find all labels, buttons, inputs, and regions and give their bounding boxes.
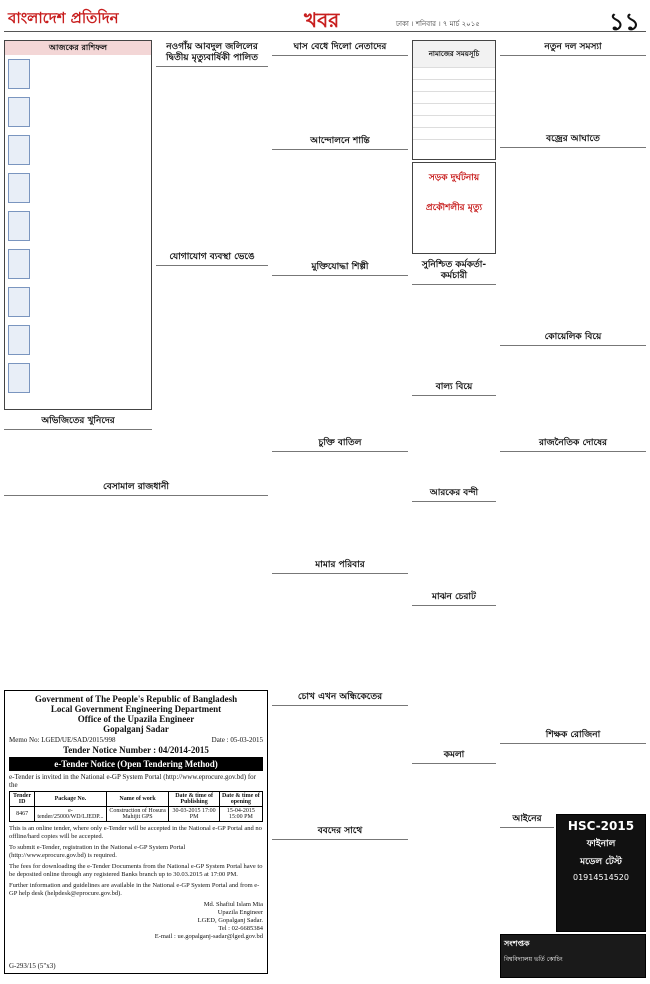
story-headline: আন্দোলনে শান্তি <box>310 136 370 146</box>
hsc-ad-sub: ফাইনাল <box>586 839 616 849</box>
story-block <box>156 250 268 266</box>
story-block <box>412 380 496 396</box>
bottom-ad-title: সংশপ্তক <box>504 939 530 948</box>
zodiac-icon <box>8 287 30 317</box>
signer-tel: Tel : 02-6685384 <box>218 925 263 932</box>
signer-email: E-mail : ue.gopalganj-sadar@lged.gov.bd <box>154 933 263 940</box>
zodiac-icon <box>8 363 30 393</box>
masthead <box>4 4 646 36</box>
story-headline: রাজনৈতিক দোষের <box>538 438 608 448</box>
tender-table-header: Date & time of Publishing <box>169 792 219 807</box>
story-block <box>4 414 152 430</box>
table-cell: 15-04-2015 15:00 PM <box>219 807 262 822</box>
tender-paragraph: The fees for downloading the e-Tender Documents from the National e-GP System Portal have to be deposited online through any registered Banks branch up to 30.03.2015 at 17:00 PM. <box>9 863 263 878</box>
story-headline: বেসামাল রাজধানী <box>103 482 169 492</box>
accident-headline: সড়ক দুর্ঘটনায় প্রকৌশলীর মৃত্যু <box>425 173 483 213</box>
story-block <box>272 824 408 840</box>
tender-table-header: Date & time of opening <box>219 792 262 807</box>
story-headline: অভিজিতের খুনিদের <box>41 416 115 426</box>
story-block <box>500 728 646 744</box>
story-headline: ঘাস বেধে দিলো নেতাদের <box>293 42 387 52</box>
tender-office: Office of the Upazila Engineer <box>77 714 195 724</box>
tender-table-header: Name of work <box>106 792 169 807</box>
hsc-ad <box>556 814 646 932</box>
table-cell: 8467 <box>10 807 35 822</box>
story-block <box>412 486 496 502</box>
story-block <box>272 436 408 452</box>
story-block <box>500 330 646 346</box>
tender-table-header: Tender ID <box>10 792 35 807</box>
tender-paragraph: Further information and guidelines are available in the National e-GP System Portal and from e-GP help desk (helpdesk@eprocure.gov.bd). <box>9 882 260 897</box>
tender-place: Gopalganj Sadar <box>103 724 169 734</box>
tender-paragraph: To submit e-Tender, registration in the National e-GP System Portal (http://www.eprocure.gov.bd) is required. <box>9 844 186 859</box>
table-cell: e-tender/25000/WD/LJEDP... <box>35 807 107 822</box>
zodiac-icon <box>8 211 30 241</box>
dateline: ঢাকা । শনিবার । ৭ মার্চ ২০১৫ <box>396 20 480 28</box>
bottom-ad <box>500 934 646 978</box>
story-block <box>272 690 408 706</box>
zodiac-icon <box>8 59 30 89</box>
story-block <box>272 260 408 276</box>
tender-date: Date : 05-03-2015 <box>211 736 263 744</box>
story-headline: কমলা <box>443 750 465 760</box>
accident-box <box>412 162 496 254</box>
tender-memo-row <box>9 736 263 744</box>
table-row <box>10 807 263 822</box>
hsc-ad-phone: 01914514520 <box>573 873 629 882</box>
table-cell: Construction of Hosura Mahijit GPS <box>106 807 169 822</box>
bottom-ad-sub: বিশ্ববিদ্যালয় ভর্তি কোচিং <box>504 956 563 963</box>
tender-number: Tender Notice Number : 04/2014-2015 <box>63 745 209 755</box>
story-block <box>272 558 408 574</box>
story-headline: কোয়েলিক বিয়ে <box>544 332 602 342</box>
story-block <box>500 132 646 148</box>
tender-line1: e-Tender is invited in the National e-GP System Portal (http://www.eprocure.gov.bd) for the <box>9 773 256 789</box>
story-block <box>272 40 408 56</box>
horoscope-sign <box>8 363 150 412</box>
zodiac-icon <box>8 97 30 127</box>
tender-paragraph: This is an online tender, where only e-Tender will be accepted in the National e-GP Portal and no offline/hard copies will be accepted. <box>9 825 262 840</box>
prayer-times-header: নামাজের সময়সূচি <box>413 41 495 67</box>
story-headline: নওগাঁয় আবদুল জলিলের দ্বিতীয় মৃত্যুবার্ষিকী পালিত <box>166 42 258 63</box>
story-headline: মুক্তিযোদ্ধা শিল্পী <box>311 262 369 272</box>
story-headline: সুনিশ্চিত কর্মকর্তা-কর্মচারী <box>421 260 487 281</box>
story-headline: চোখ এখন অন্ধিকেতের <box>297 692 383 702</box>
zodiac-icon <box>8 173 30 203</box>
story-block <box>500 436 646 452</box>
story-headline: মাঝন চেরাট <box>432 592 476 602</box>
story-headline: চুক্তি বাতিল <box>318 438 362 448</box>
horoscope-header: আজকের রাশিফল <box>5 41 151 55</box>
gcode: G-293/15 (5"x3) <box>9 962 56 970</box>
story-block <box>500 812 554 828</box>
story-block <box>4 480 268 496</box>
tender-signature <box>9 901 263 941</box>
story-block <box>412 258 496 285</box>
table-cell: 30-03-2015 17:00 PM <box>169 807 219 822</box>
horoscope-panel <box>4 40 152 410</box>
story-headline: যোগাযোগ ব্যবস্থা ভেঙে <box>169 252 255 262</box>
story-headline: শিক্ষক রোজিনা <box>545 730 601 740</box>
story-headline: নতুন দল সমস্যা <box>544 42 602 52</box>
tender-notice <box>4 690 268 974</box>
signer-org: LGED, Gopalganj Sadar. <box>197 917 263 924</box>
zodiac-icon <box>8 249 30 279</box>
hsc-ad-sub: মডেল টেস্ট <box>580 857 622 867</box>
story-headline: বাল্য বিয়ে <box>435 382 473 392</box>
story-block <box>500 40 646 56</box>
story-block <box>412 590 496 606</box>
etender-title: e-Tender Notice (Open Tendering Method) <box>9 757 263 771</box>
hsc-ad-title: HSC-2015 <box>567 819 635 833</box>
section-title: খবর <box>304 8 340 32</box>
story-block <box>156 40 268 67</box>
story-block <box>412 748 496 764</box>
signer-title: Upazila Engineer <box>217 909 263 916</box>
newspaper-name: বাংলাদেশ প্রতিদিন <box>8 9 119 27</box>
story-headline: মামার পরিবার <box>315 560 365 570</box>
tender-memo: Memo No: LGED/UE/SAD/2015/998 <box>9 736 116 744</box>
tender-table <box>9 791 263 822</box>
prayer-times-box <box>412 40 496 160</box>
page-number: ১১ <box>608 8 640 36</box>
story-headline: ববদের সাথে <box>317 826 363 836</box>
story-headline: আরকের বন্দী <box>429 488 479 498</box>
story-headline: বজ্রের আঘাতে <box>546 134 600 144</box>
tender-table-header: Package No. <box>35 792 107 807</box>
zodiac-icon <box>8 325 30 355</box>
signer-name: Md. Shafiul Islam Mia <box>203 901 263 908</box>
story-block <box>272 134 408 150</box>
tender-dept: Local Government Engineering Department <box>50 704 222 714</box>
tender-gov: Government of The People's Republic of Bangladesh <box>34 694 238 704</box>
story-headline: আইনের <box>512 814 542 824</box>
zodiac-icon <box>8 135 30 165</box>
